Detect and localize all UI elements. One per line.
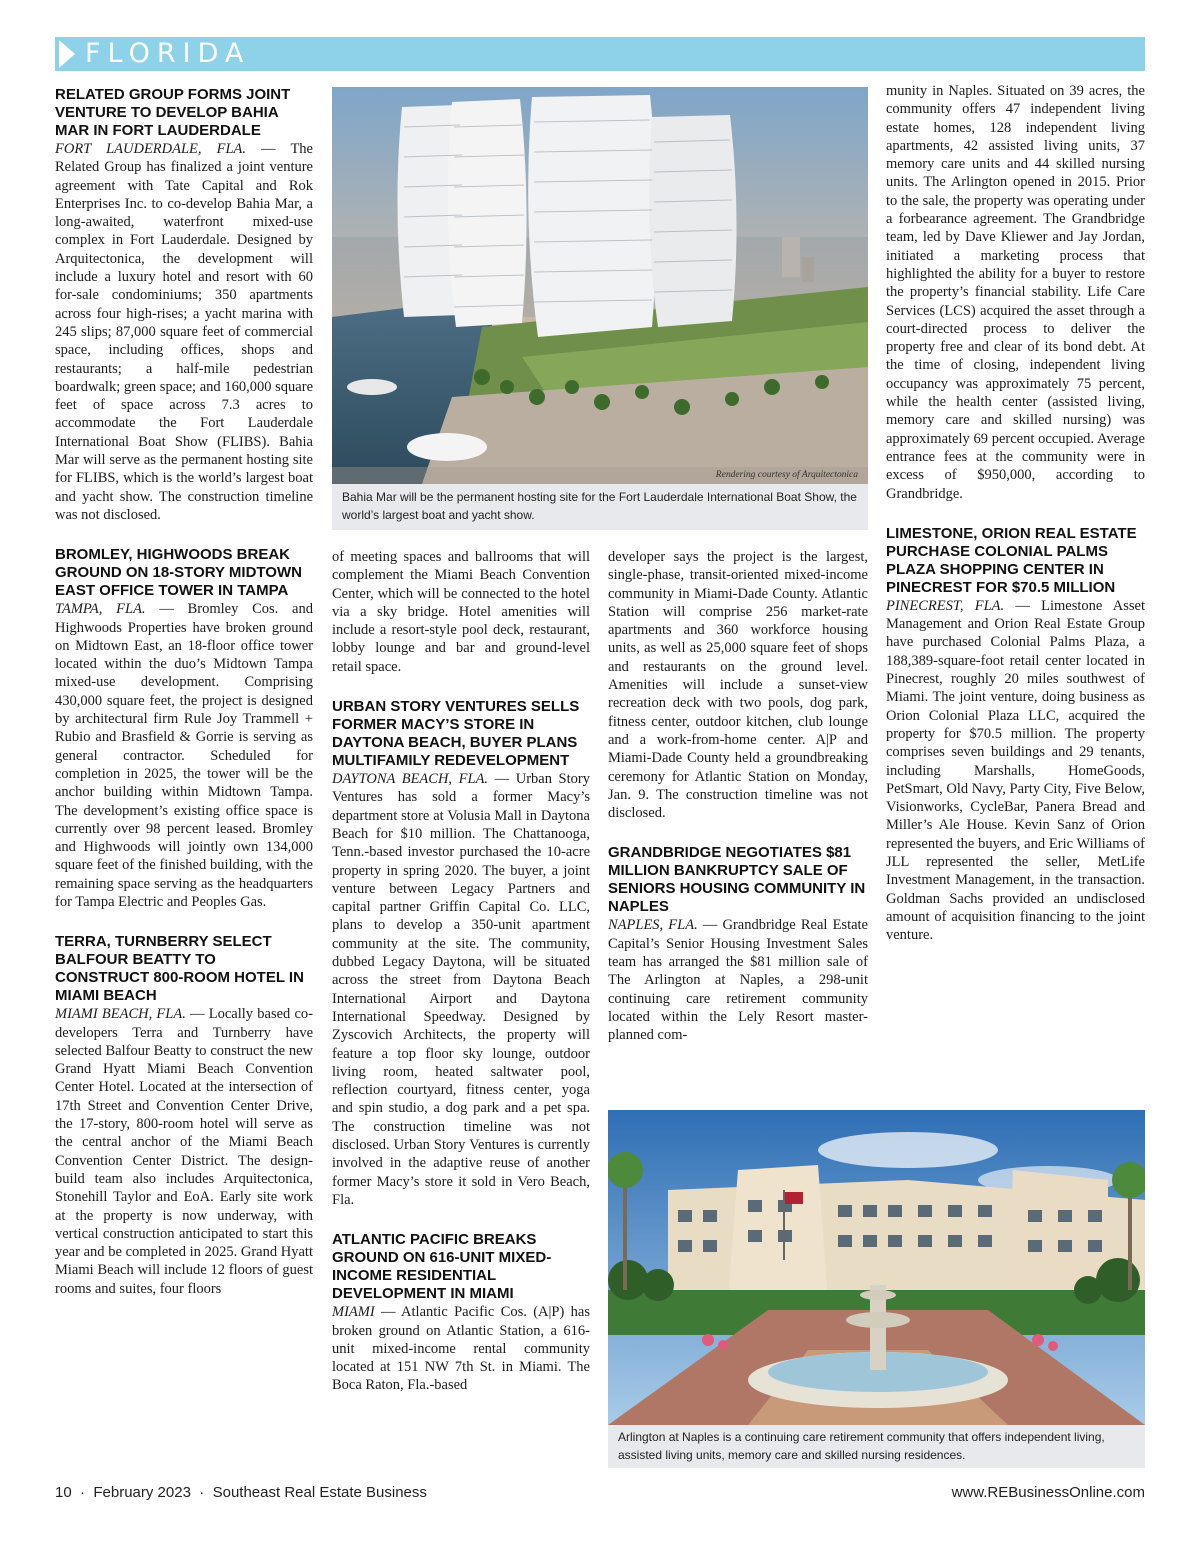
article-headline: LIMESTONE, ORION REAL ESTATE PURCHASE COLONIAL PALMS PLAZA SHOPPING CENTER IN PINECREST FOR $70.5 MILLION <box>886 524 1137 596</box>
photo-caption-text: Bahia Mar will be the permanent hosting site for the Fort Lauderdale International Boat Show, the world’s largest boat and yacht show. <box>342 490 857 522</box>
article-headline: ATLANTIC PACIFIC BREAKS GROUND ON 616-UNIT MIXED-INCOME RESIDENTIAL DEVELOPMENT IN MIAMI <box>332 1231 552 1303</box>
issue-date: February 2023 <box>93 1484 191 1501</box>
article-text: — Atlantic Pacific Cos. (A|P) has broken ground on Atlantic Station, a 616-unit mixed-income rental community located at 151 NW 7th St. in Miami. The Boca Raton, Fla.-based <box>332 1304 590 1394</box>
footer-left: 10 · February 2023 · Southeast Real Estate Business <box>55 1484 427 1501</box>
column-4 <box>886 82 1145 944</box>
dateline: TAMPA, FLA. <box>55 601 146 618</box>
photo-illustration <box>608 1110 1145 1425</box>
dateline: NAPLES, FLA. <box>608 917 698 934</box>
photo-caption <box>608 1425 1145 1468</box>
article-text: — The Related Group has finalized a joint venture agreement with Tate Capital and Rok Enterprises Inc. to co-develop Bahia Mar, a long-awaited, waterfront mixed-use complex in Fort Lauderdale. Designed by Arquitectonica, the development will include a luxury hotel and resort with 60 for-sale condominiums; 350 apartments across four high-rises; a yacht marina with 245 slips; 87,000 square feet of commercial space, including offices, shops and restaurants; a half-mile pedestrian boardwalk; green space; and 160,000 square feet of space across 7.3 acres to accommodate the Fort Lauderdale International Boat Show (FLIBS). Bahia Mar will serve as the permanent hosting site for FLIBS, which is the world’s largest boat and yacht show. The construction timeline was not disclosed. <box>55 141 313 523</box>
publication-name: Southeast Real Estate Business <box>212 1484 427 1501</box>
article-text: — Bromley Cos. and Highwoods Properties have broken ground on Midtown East, an 18-floor office tower located within the duo’s Midtown Tampa mixed-use development. Comprising 430,000 square feet, the project is designed by architectural firm Rule Joy Trammell + Rubio and Brasfield & Gorrie is serving as general contractor. Scheduled for completion in 2025, the tower will be the anchor building within Midtown Tampa. The development’s existing office space is currently over 98 percent leased. Bromley and Highwoods will jointly own 134,000 square feet of the finished building, with the remaining space serving as the headquarters for Tampa Electric and Peoples Gas. <box>55 601 313 910</box>
dateline: MIAMI BEACH, FLA. <box>55 1006 186 1023</box>
article-headline: TERRA, TURNBERRY SELECT BALFOUR BEATTY TO CONSTRUCT 800-ROOM HOTEL IN MIAMI BEACH <box>55 933 304 1005</box>
article-continuation: of meeting spaces and ballrooms that will complement the Miami Beach Convention Center, which will be connected to the hotel via a sky bridge. Hotel amenities will include a resort-style pool deck, restaurant, lobby lounge and bar and ground-level retail space. <box>332 549 590 675</box>
dateline: MIAMI <box>332 1304 375 1321</box>
photo-credit: Rendering courtesy of Arquitectonica <box>715 470 858 480</box>
arrow-icon <box>59 40 75 68</box>
arlington-naples-photo <box>608 1110 1145 1468</box>
dateline: FORT LAUDERDALE, FLA. <box>55 141 247 157</box>
article-headline: URBAN STORY VENTURES SELLS FORMER MACY’S STORE IN DAYTONA BEACH, BUYER PLANS MULTIFAMILY REDEVELOPMENT <box>332 698 580 770</box>
dateline: DAYTONA BEACH, FLA. <box>332 771 489 788</box>
article-body <box>332 770 590 1209</box>
article-body <box>608 916 868 1044</box>
article-body <box>886 597 1145 945</box>
article-text: — Urban Story Ventures has sold a former Macy’s department store at Volusia Mall in Daytona Beach for $10 million. The Chattanooga, Tenn.-based investor purchased the 10-acre property in spring 2020. The buyer, a joint venture between Legacy Partners and capital partner Griffin Capital Co. LLC, plans to develop a 350-unit apartment community at the site. The community, dubbed Legacy Daytona, will be situated across the street from Daytona Beach International Airport and Daytona International Speedway. Designed by Zyscovich Architects, the property will feature a top floor sky lounge, outdoor living room, heated saltwater pool, reflection courtyard, fitness center, yoga and spin studio, a dog park and a pet spa. The construction timeline was not disclosed. Urban Story Ventures is currently involved in the adaptive reuse of another former Macy’s store it sold in Vero Beach, Fla. <box>332 771 590 1208</box>
dateline: PINECREST, FLA. <box>886 597 1005 614</box>
article-text: — Locally based co-developers Terra and Turnberry have selected Balfour Beatty to construct the new Grand Hyatt Miami Beach Convention Center Hotel. Located at the intersection of 17th Street and Convention Center Drive, the 17-story, 800-room hotel will serve as the central anchor of the Miami Beach Convention Center District. The design-build team also includes Arquitectonica, Stonehill Taylor and EoA. Early site work at the property is now underway, with vertical construction anticipated to start this year and be completed in 2025. Grand Hyatt Miami Beach will include 12 floors of guest rooms and suites, four floors <box>55 1006 313 1297</box>
article-continuation: munity in Naples. Situated on 39 acres, the community offers 47 independent living estate homes, 128 independent living apartments, 42 assisted living units, 37 memory care units and 44 skilled nursing units. The Arlington opened in 2015. Prior to the sale, the property was operating under a forbearance agreement. The Grandbridge team, led by Dave Kliewer and Jay Jordan, initiated a marketing process that highlighted the ability for a buyer to restore the property’s financial stability. Life Care Services (LCS) acquired the asset through a court-directed process to deliver the property free and clear of its bond debt. At the time of closing, independent living occupancy was approximately 75 percent, while the health center (assisted living, memory care and skilled nursing) was approximately 69 percent occupied. Average entrance fees at the community were in excess of $950,000, according to Grandbridge. <box>886 83 1145 502</box>
article-text: — Grandbridge Real Estate Capital’s Senior Housing Investment Sales team has arranged the $81 million sale of The Arlington at Naples, a 298-unit continuing care retirement community located within the Lely Resort master-planned com- <box>608 917 868 1044</box>
column-2 <box>332 548 590 1395</box>
bahia-mar-rendering <box>332 87 868 530</box>
section-title: FLORIDA <box>85 38 251 69</box>
article-headline: RELATED GROUP FORMS JOINT VENTURE TO DEVELOP BAHIA MAR IN FORT LAUDERDALE <box>55 86 291 139</box>
photo-caption <box>332 484 868 530</box>
page-footer <box>55 1484 1145 1506</box>
column-1 <box>55 86 313 1298</box>
section-banner <box>55 37 1145 71</box>
column-3 <box>608 548 868 1045</box>
article-body <box>55 140 313 524</box>
article-body <box>332 1303 590 1394</box>
article-headline: BROMLEY, HIGHWOODS BREAK GROUND ON 18-STORY MIDTOWN EAST OFFICE TOWER IN TAMPA <box>55 546 302 600</box>
article-text: — Limestone Asset Management and Orion Real Estate Group have purchased Colonial Palms Plaza, a 188,389-square-foot retail center located in Pinecrest, roughly 20 miles southwest of Miami. The joint venture, doing business as Orion Colonial Plaza LLC, acquired the property for $70.5 million. The property comprises seven buildings and 29 tenants, including Marshalls, HomeGoods, PetSmart, Old Navy, Party City, Five Below, Visionworks, CycleBar, Panera Bread and Miller’s Ale House. Kevin Sanz of Orion represented the buyers, and Eric Williams of JLL represented the seller, MetLife Investment Management, in the transaction. Goldman Sachs provided an undisclosed amount of acquisition financing to the joint venture. <box>886 597 1145 944</box>
website-link[interactable]: www.REBusinessOnline.com <box>951 1484 1145 1501</box>
article-body <box>55 1005 313 1298</box>
article-continuation: developer says the project is the largest, single-phase, transit-oriented mixed-income community in Miami-Dade County. Atlantic Station will comprise 256 market-rate apartments and 360 workforce housing units, as well as 25,000 square feet of shops and restaurants on the ground level. Amenities will include a sunset-view recreation deck with two pools, dog park, fitness center, outdoor kitchen, club lounge and a work-from-home center. A|P and Miami-Dade County held a groundbreaking ceremony for Atlantic Station on Monday, Jan. 9. The construction timeline was not disclosed. <box>608 549 868 822</box>
article-body <box>55 600 313 911</box>
photo-caption-text: Arlington at Naples is a continuing care retirement community that offers independent living, assisted living units, memory care and skilled nursing residences. <box>618 1430 1105 1462</box>
page-number: 10 <box>55 1484 72 1501</box>
article-headline: GRANDBRIDGE NEGOTIATES $81 MILLION BANKRUPTCY SALE OF SENIORS HOUSING COMMUNITY IN NAPLES <box>608 844 866 916</box>
rendering-illustration <box>332 87 868 484</box>
